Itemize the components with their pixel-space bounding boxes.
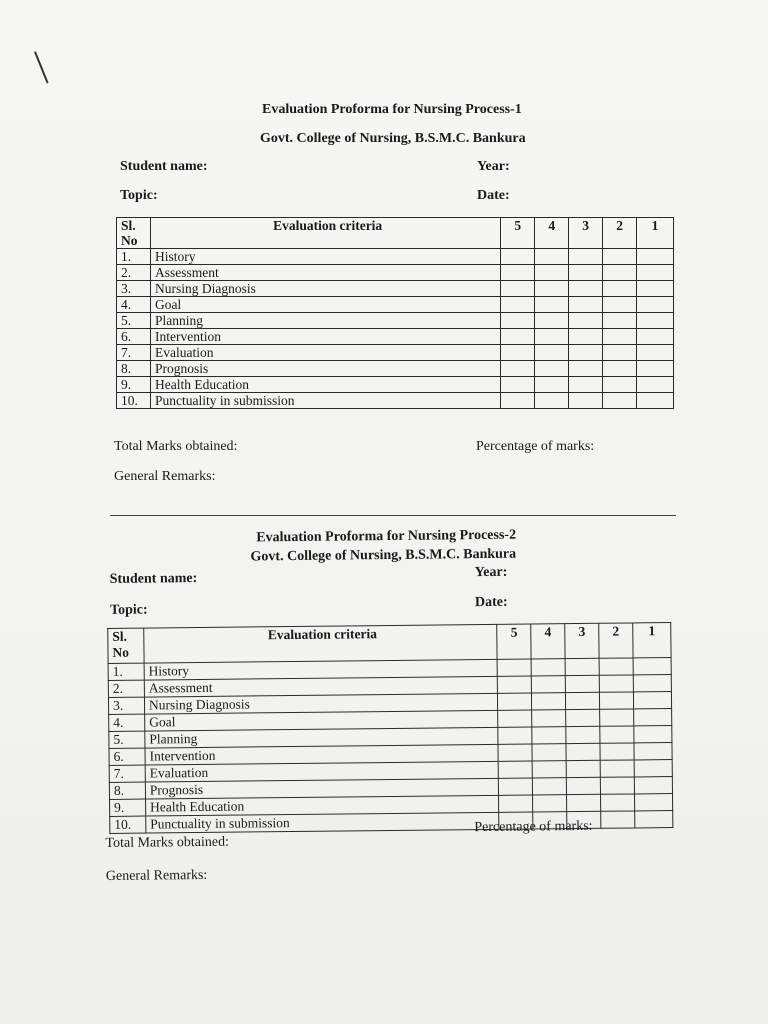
sl-no-cell: 9. <box>117 377 151 393</box>
score-cell[interactable] <box>599 675 633 692</box>
score-cell[interactable] <box>566 777 600 794</box>
score-cell[interactable] <box>569 361 603 377</box>
score-cell[interactable] <box>499 795 533 812</box>
sl-no-cell: 5. <box>117 313 151 329</box>
score-cell[interactable] <box>569 249 603 265</box>
sl-no-cell: 3. <box>117 281 151 297</box>
criterion-cell: Goal <box>145 710 499 731</box>
score-cell[interactable] <box>535 281 569 297</box>
score-cell[interactable] <box>566 692 600 709</box>
score-cell[interactable] <box>569 393 603 409</box>
evaluation-table <box>107 622 673 834</box>
criterion-cell: Health Education <box>150 377 500 393</box>
score-cell[interactable] <box>633 692 671 709</box>
general-remarks-label: General Remarks: <box>114 469 216 484</box>
score-cell[interactable] <box>501 345 535 361</box>
score-cell[interactable] <box>535 377 569 393</box>
score-cell[interactable] <box>569 313 603 329</box>
table-row <box>117 377 674 393</box>
score-cell[interactable] <box>535 329 569 345</box>
score-cell[interactable] <box>600 709 634 726</box>
score-cell[interactable] <box>569 345 603 361</box>
score-cell[interactable] <box>600 777 634 794</box>
score-cell[interactable] <box>635 811 673 828</box>
score-header-2: 2 <box>603 218 637 249</box>
evaluation-table <box>116 217 674 409</box>
score-cell[interactable] <box>531 676 565 693</box>
criteria-header: Evaluation criteria <box>150 218 500 249</box>
score-cell[interactable] <box>501 265 535 281</box>
score-cell[interactable] <box>497 659 531 676</box>
table-row <box>117 265 674 281</box>
score-cell[interactable] <box>532 744 566 761</box>
sl-no-cell: 8. <box>109 782 145 799</box>
year-label: Year: <box>477 159 510 174</box>
percentage-label: Percentage of marks: <box>476 439 595 454</box>
student-name-label: Student name: <box>109 571 198 587</box>
table-body <box>117 249 674 409</box>
score-cell[interactable] <box>535 297 569 313</box>
table-body <box>108 658 673 834</box>
sl-no-header: Sl. No <box>108 628 144 663</box>
score-cell[interactable] <box>637 313 674 329</box>
criterion-cell: Nursing Diagnosis <box>144 693 498 714</box>
sl-no-cell: 5. <box>109 731 145 748</box>
table-row <box>117 361 674 377</box>
score-header-5: 5 <box>501 218 535 249</box>
score-cell[interactable] <box>566 760 600 777</box>
criterion-cell: Planning <box>145 727 499 748</box>
score-cell[interactable] <box>498 693 532 710</box>
section-divider <box>110 515 676 516</box>
score-header-2: 2 <box>599 623 633 658</box>
table-row <box>117 329 674 345</box>
criterion-cell: Nursing Diagnosis <box>150 281 500 297</box>
sl-no-cell: 7. <box>109 765 145 782</box>
score-cell[interactable] <box>601 794 635 811</box>
institution-name: Govt. College of Nursing, B.S.M.C. Bankura <box>250 546 517 565</box>
criterion-cell: Intervention <box>150 329 500 345</box>
score-header-5: 5 <box>497 624 531 659</box>
score-header-1: 1 <box>633 623 671 658</box>
sl-no-cell: 2. <box>108 680 144 697</box>
sl-no-cell: 10. <box>110 816 146 833</box>
sl-no-cell: 6. <box>117 329 151 345</box>
score-cell[interactable] <box>532 693 566 710</box>
sl-no-cell: 2. <box>117 265 151 281</box>
table-row <box>117 313 674 329</box>
institution-name: Govt. College of Nursing, B.S.M.C. Bankura <box>260 131 526 146</box>
score-cell[interactable] <box>633 658 671 675</box>
criterion-cell: Intervention <box>145 744 499 765</box>
score-cell[interactable] <box>599 658 633 675</box>
score-cell[interactable] <box>565 675 599 692</box>
table-row <box>117 393 674 409</box>
criterion-cell: Planning <box>150 313 500 329</box>
score-cell[interactable] <box>499 778 533 795</box>
score-cell[interactable] <box>535 313 569 329</box>
score-header-1: 1 <box>637 218 674 249</box>
score-cell[interactable] <box>601 811 635 828</box>
score-cell[interactable] <box>501 377 535 393</box>
score-cell[interactable] <box>603 281 637 297</box>
score-cell[interactable] <box>600 726 634 743</box>
score-cell[interactable] <box>533 778 567 795</box>
percentage-label: Percentage of marks: <box>474 818 593 836</box>
score-cell[interactable] <box>501 361 535 377</box>
score-cell[interactable] <box>635 794 673 811</box>
score-cell[interactable] <box>501 249 535 265</box>
form-title: Evaluation Proforma for Nursing Process-2 <box>256 527 517 546</box>
topic-label: Topic: <box>120 188 158 203</box>
topic-label: Topic: <box>109 602 148 618</box>
score-cell[interactable] <box>566 726 600 743</box>
criterion-cell: Assessment <box>150 265 500 281</box>
score-cell[interactable] <box>603 329 637 345</box>
score-cell[interactable] <box>501 329 535 345</box>
score-cell[interactable] <box>501 313 535 329</box>
score-cell[interactable] <box>532 710 566 727</box>
score-cell[interactable] <box>603 345 637 361</box>
sl-no-cell: 1. <box>108 663 144 680</box>
sl-no-header: Sl. No <box>117 218 151 249</box>
criterion-cell: Punctuality in submission <box>150 393 500 409</box>
score-cell[interactable] <box>634 760 672 777</box>
score-header-4: 4 <box>531 624 565 659</box>
score-cell[interactable] <box>637 345 674 361</box>
score-cell[interactable] <box>535 361 569 377</box>
sl-no-cell: 4. <box>117 297 151 313</box>
score-cell[interactable] <box>501 297 535 313</box>
score-cell[interactable] <box>567 794 601 811</box>
score-cell[interactable] <box>603 249 637 265</box>
score-header-4: 4 <box>535 218 569 249</box>
score-cell[interactable] <box>637 249 674 265</box>
score-cell[interactable] <box>531 659 565 676</box>
sl-no-cell: 6. <box>109 748 145 765</box>
criterion-cell: Prognosis <box>150 361 500 377</box>
date-label: Date: <box>477 188 510 203</box>
score-header-3: 3 <box>565 623 599 658</box>
score-cell[interactable] <box>569 297 603 313</box>
table-header-row <box>117 218 674 249</box>
score-cell[interactable] <box>603 297 637 313</box>
criterion-cell: Assessment <box>144 676 498 697</box>
score-cell[interactable] <box>603 377 637 393</box>
score-cell[interactable] <box>600 743 634 760</box>
criterion-cell: Goal <box>150 297 500 313</box>
sl-no-cell: 10. <box>117 393 151 409</box>
score-cell[interactable] <box>566 709 600 726</box>
sl-no-cell: 8. <box>117 361 151 377</box>
table-row <box>117 297 674 313</box>
criterion-cell: History <box>150 249 500 265</box>
score-cell[interactable] <box>569 329 603 345</box>
score-cell[interactable] <box>501 281 535 297</box>
score-cell[interactable] <box>637 377 674 393</box>
score-cell[interactable] <box>533 795 567 812</box>
score-header-3: 3 <box>569 218 603 249</box>
table-row <box>117 281 674 297</box>
score-cell[interactable] <box>498 744 532 761</box>
score-cell[interactable] <box>634 777 672 794</box>
score-cell[interactable] <box>634 743 672 760</box>
criterion-cell: Prognosis <box>145 778 499 799</box>
score-cell[interactable] <box>637 329 674 345</box>
sl-no-cell: 7. <box>117 345 151 361</box>
score-cell[interactable] <box>535 393 569 409</box>
score-cell[interactable] <box>498 710 532 727</box>
year-label: Year: <box>474 564 508 581</box>
table-row <box>117 345 674 361</box>
criterion-cell: Evaluation <box>150 345 500 361</box>
score-cell[interactable] <box>603 265 637 281</box>
score-cell[interactable] <box>633 675 671 692</box>
criterion-cell: Punctuality in submission <box>146 812 500 833</box>
score-cell[interactable] <box>637 281 674 297</box>
sl-no-cell: 1. <box>117 249 151 265</box>
criterion-cell: Health Education <box>145 795 499 816</box>
score-cell[interactable] <box>603 393 637 409</box>
score-cell[interactable] <box>569 265 603 281</box>
score-cell[interactable] <box>498 676 532 693</box>
criterion-cell: History <box>144 659 498 680</box>
sl-no-cell: 4. <box>109 714 145 731</box>
sl-no-cell: 3. <box>108 697 144 714</box>
general-remarks-label: General Remarks: <box>105 867 208 884</box>
score-cell[interactable] <box>603 313 637 329</box>
sl-no-cell: 9. <box>110 799 146 816</box>
score-cell[interactable] <box>600 760 634 777</box>
criteria-header: Evaluation criteria <box>144 624 498 663</box>
score-cell[interactable] <box>498 727 532 744</box>
score-cell[interactable] <box>637 265 674 281</box>
score-cell[interactable] <box>498 761 532 778</box>
table-row <box>117 249 674 265</box>
criterion-cell: Evaluation <box>145 761 499 782</box>
date-label: Date: <box>474 594 508 611</box>
score-cell[interactable] <box>569 281 603 297</box>
score-cell[interactable] <box>637 361 674 377</box>
form-title: Evaluation Proforma for Nursing Process-1 <box>262 102 522 117</box>
stray-pen-mark <box>34 51 49 83</box>
score-cell[interactable] <box>501 393 535 409</box>
total-marks-label: Total Marks obtained: <box>114 439 238 454</box>
score-cell[interactable] <box>535 265 569 281</box>
score-cell[interactable] <box>634 726 672 743</box>
score-cell[interactable] <box>566 743 600 760</box>
score-cell[interactable] <box>603 361 637 377</box>
total-marks-label: Total Marks obtained: <box>105 834 229 851</box>
student-name-label: Student name: <box>120 159 208 174</box>
score-cell[interactable] <box>637 393 674 409</box>
score-cell[interactable] <box>634 709 672 726</box>
score-cell[interactable] <box>532 761 566 778</box>
score-cell[interactable] <box>569 377 603 393</box>
score-cell[interactable] <box>535 345 569 361</box>
score-cell[interactable] <box>637 297 674 313</box>
score-cell[interactable] <box>532 727 566 744</box>
score-cell[interactable] <box>535 249 569 265</box>
table-header-row <box>108 623 671 664</box>
score-cell[interactable] <box>565 658 599 675</box>
score-cell[interactable] <box>600 692 634 709</box>
